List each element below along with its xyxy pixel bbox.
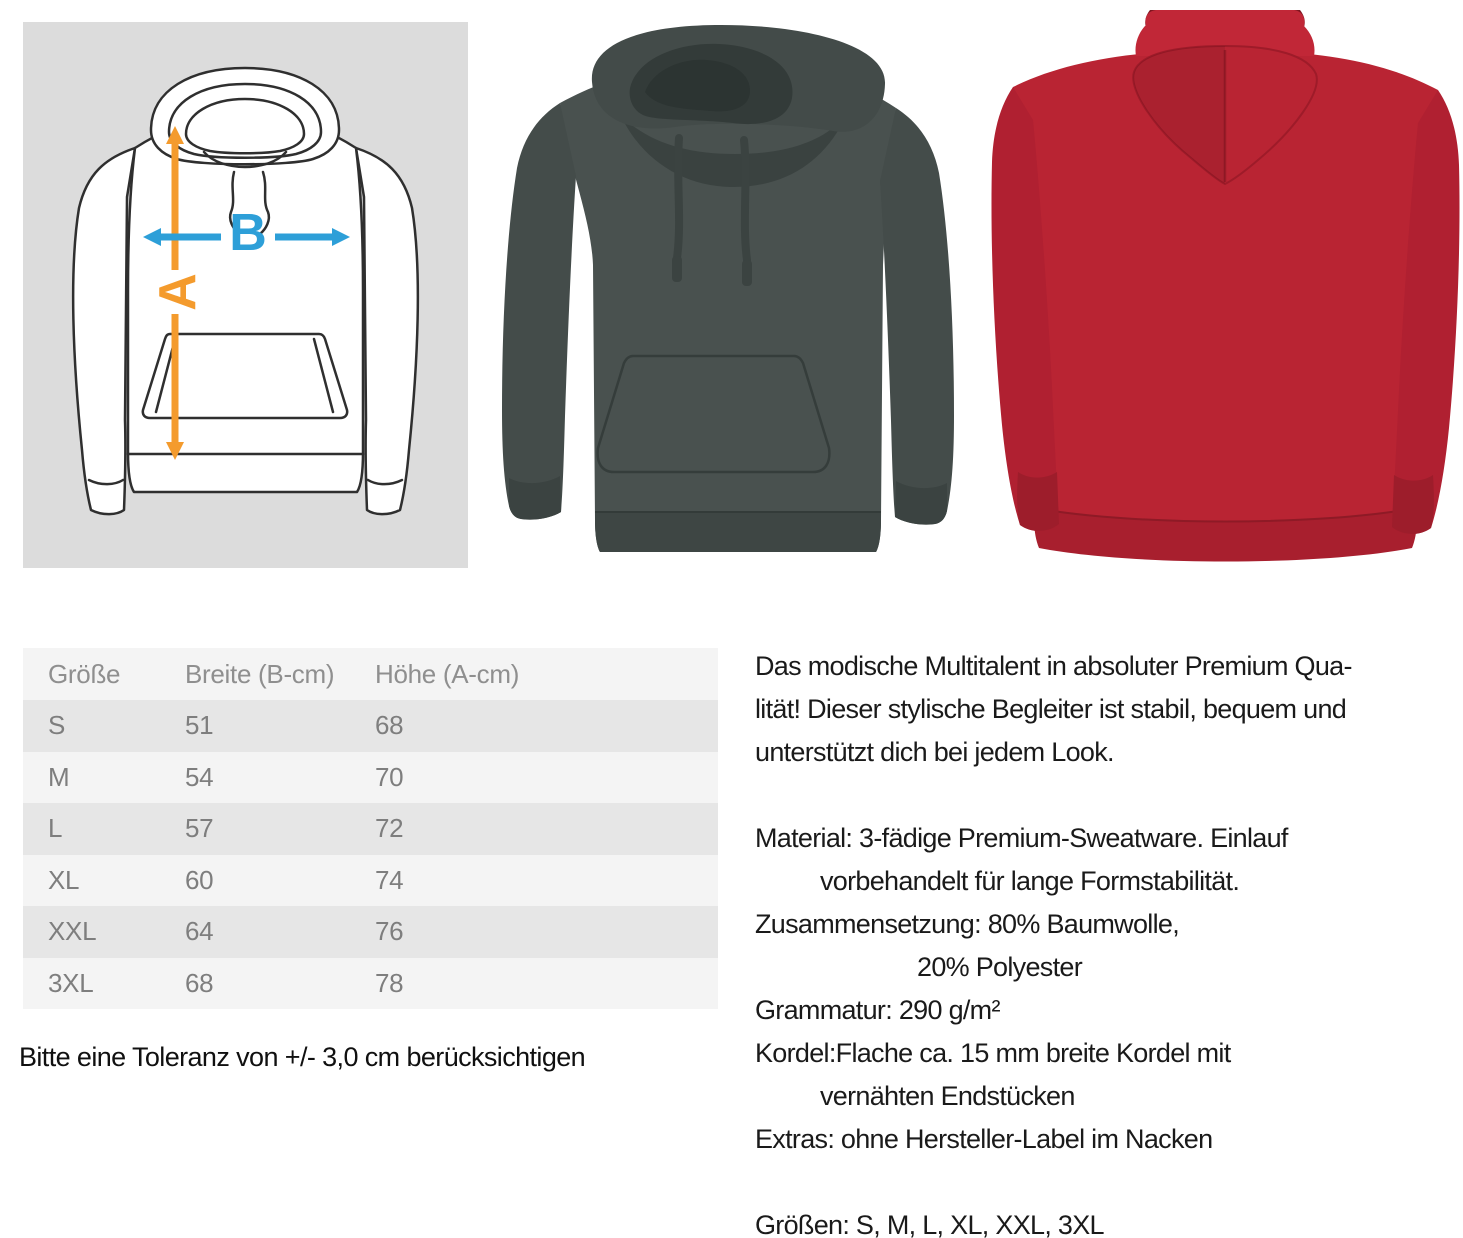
size-table-header-breite: Breite (B-cm) [185, 658, 335, 689]
size-table-row-xxl [23, 906, 718, 958]
tolerance-note: Bitte eine Toleranz von +/- 3,0 cm berücksichtigen [19, 1042, 586, 1072]
size-table-row-xl [23, 855, 718, 907]
description-line: unterstützt dich bei jedem Look. [755, 737, 1114, 767]
description-line: 20% Polyester [917, 952, 1082, 982]
description-line: Material: 3-fädige Premium-Sweatware. Einlauf [755, 823, 1288, 853]
size-table-header-groesse: Größe [48, 658, 121, 689]
size-table-row-m [23, 752, 718, 804]
size-diagram-drawing [23, 22, 468, 568]
hoehe-cell: 78 [375, 967, 404, 998]
product-photo-back [988, 10, 1463, 575]
diagram-left-sleeve [73, 148, 135, 514]
description-line: Grammatur: 290 g/m² [755, 995, 1000, 1025]
hoehe-cell: 70 [375, 761, 404, 792]
size-table-row-3xl [23, 958, 718, 1010]
size-cell: XXL [48, 916, 97, 947]
back-hoodie-svg [988, 10, 1463, 575]
hoehe-cell: 74 [375, 864, 404, 895]
size-cell: S [48, 710, 66, 741]
size-cell: XL [48, 864, 80, 895]
size-table [23, 648, 718, 1009]
description-line [755, 774, 1463, 817]
description-line: vorbehandelt für lange Formstabilität. [820, 866, 1240, 896]
size-cell: L [48, 813, 63, 844]
size-table-row-s [23, 700, 718, 752]
product-photo-front [493, 20, 963, 565]
measure-label-b: B [229, 204, 267, 262]
size-table-body [23, 700, 718, 1009]
size-diagram [23, 22, 468, 568]
description-line: Das modische Multitalent in absoluter Premium Qua- [755, 651, 1352, 681]
breite-cell: 54 [185, 761, 214, 792]
description-line [755, 1161, 1463, 1204]
breite-cell: 64 [185, 916, 214, 947]
description-line: Extras: ohne Hersteller-Label im Nacken [755, 1124, 1213, 1154]
description-line: Kordel:Flache ca. 15 mm breite Kordel mit [755, 1038, 1231, 1068]
breite-cell: 68 [185, 967, 214, 998]
size-table-row-l [23, 803, 718, 855]
hoehe-cell: 72 [375, 813, 404, 844]
breite-cell: 57 [185, 813, 214, 844]
hoehe-cell: 68 [375, 710, 404, 741]
size-cell: 3XL [48, 967, 94, 998]
description-line: Größen: S, M, L, XL, XXL, 3XL [755, 1210, 1104, 1238]
hoehe-cell: 76 [375, 916, 404, 947]
front-hoodie-svg [493, 20, 963, 565]
description-line: Zusammensetzung: 80% Baumwolle, [755, 909, 1180, 939]
breite-cell: 60 [185, 864, 214, 895]
size-table-header [23, 648, 718, 700]
description-line: vernähten Endstücken [820, 1081, 1075, 1111]
measure-label-a: A [149, 273, 207, 311]
description-line: lität! Dieser stylische Begleiter ist stabil, bequem und [755, 694, 1347, 724]
size-cell: M [48, 761, 70, 792]
diagram-right-sleeve [356, 148, 418, 514]
size-table-header-hoehe: Höhe (A-cm) [375, 658, 520, 689]
product-description [755, 645, 1463, 1238]
breite-cell: 51 [185, 710, 214, 741]
